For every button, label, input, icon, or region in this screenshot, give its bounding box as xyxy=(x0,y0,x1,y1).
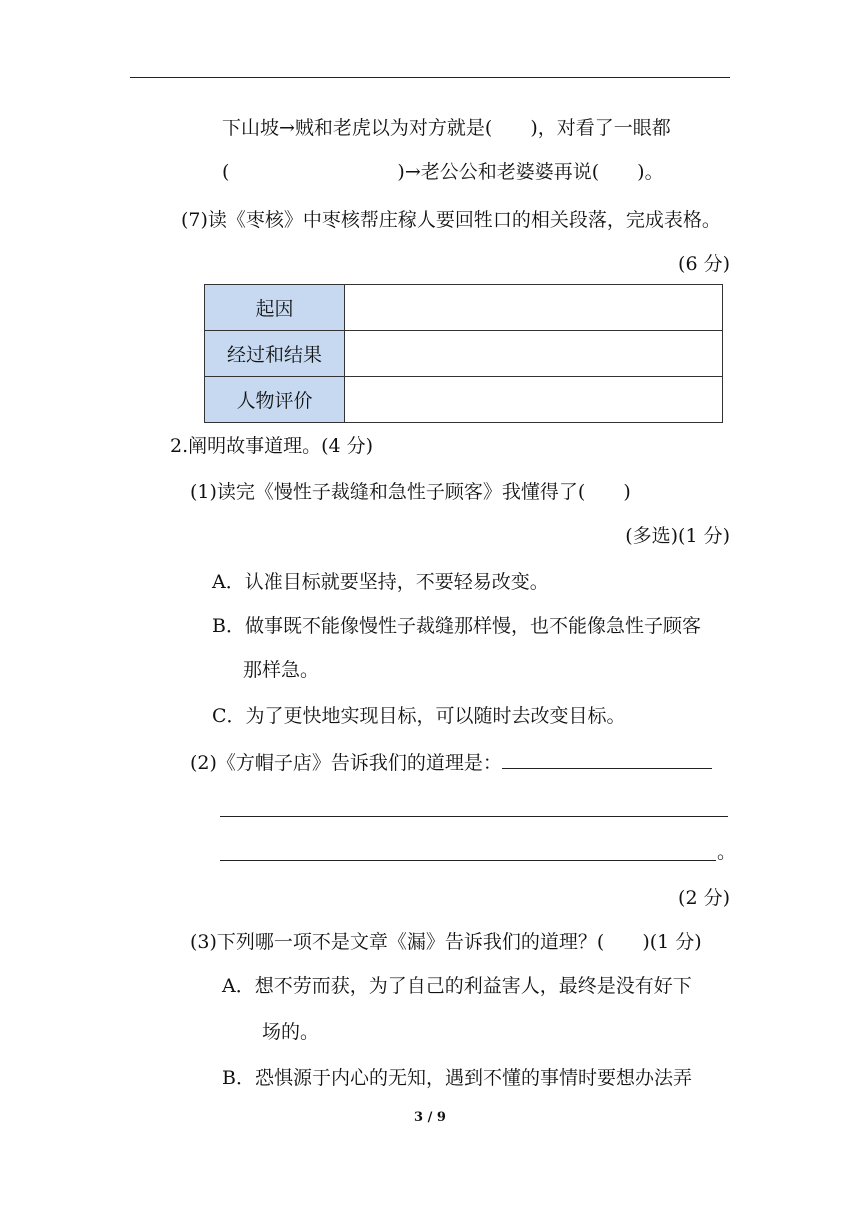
question-2-2 xyxy=(190,748,712,777)
answer-line-3[interactable] xyxy=(220,860,716,861)
row-label-cause: 起因 xyxy=(205,285,345,331)
story-line-1: 下山坡→贼和老虎以为对方就是( )，对看了一眼都 xyxy=(222,117,671,139)
question-7: (7)读《枣核》中枣核帮庄稼人要回牲口的相关段落，完成表格。 xyxy=(181,209,721,231)
header-rule xyxy=(130,77,730,78)
table-row xyxy=(205,331,723,377)
row-label-process: 经过和结果 xyxy=(205,331,345,377)
table-row xyxy=(205,285,723,331)
option-b[interactable]: B．做事既不能像慢性子裁缝那样慢，也不能像急性子顾客 xyxy=(212,615,701,637)
question-2-2-text: (2)《方帽子店》告诉我们的道理是： xyxy=(190,752,502,774)
question-2-2-score: (2 分) xyxy=(678,887,730,909)
question-7-score: (6 分) xyxy=(678,253,730,275)
story-line-2-open: ( xyxy=(222,161,230,183)
row-label-evaluation: 人物评价 xyxy=(205,377,345,423)
question-2-1-score: (多选)(1 分) xyxy=(625,525,730,547)
option-b[interactable]: B．恐惧源于内心的无知，遇到不懂的事情时要想办法弄 xyxy=(222,1067,692,1089)
story-analysis-table xyxy=(204,284,723,423)
answer-line-1[interactable] xyxy=(502,748,712,769)
page-number: 3 / 9 xyxy=(414,1110,446,1125)
table-row xyxy=(205,377,723,423)
story-line-2-close: )→老公公和老婆婆再说( )。 xyxy=(397,161,664,183)
section-2-heading: 2.阐明故事道理。(4 分) xyxy=(170,435,374,457)
answer-cell-cause[interactable] xyxy=(345,285,723,331)
story-line-2 xyxy=(222,158,664,186)
answer-line-2[interactable] xyxy=(220,816,728,817)
answer-cell-evaluation[interactable] xyxy=(345,377,723,423)
option-a[interactable]: A．认准目标就要坚持，不要轻易改变。 xyxy=(212,571,549,593)
option-a[interactable]: A．想不劳而获，为了自己的利益害人，最终是没有好下 xyxy=(222,975,692,997)
answer-cell-process[interactable] xyxy=(345,331,723,377)
question-2-3: (3)下列哪一项不是文章《漏》告诉我们的道理？( )(1 分) xyxy=(190,931,702,953)
option-a-continued: 场的。 xyxy=(262,1021,320,1043)
answer-end-mark: 。 xyxy=(717,841,737,863)
question-2-1: (1)读完《慢性子裁缝和急性子顾客》我懂得了( ) xyxy=(190,481,631,503)
option-c[interactable]: C．为了更快地实现目标，可以随时去改变目标。 xyxy=(212,705,626,727)
option-b-continued: 那样急。 xyxy=(243,659,320,681)
